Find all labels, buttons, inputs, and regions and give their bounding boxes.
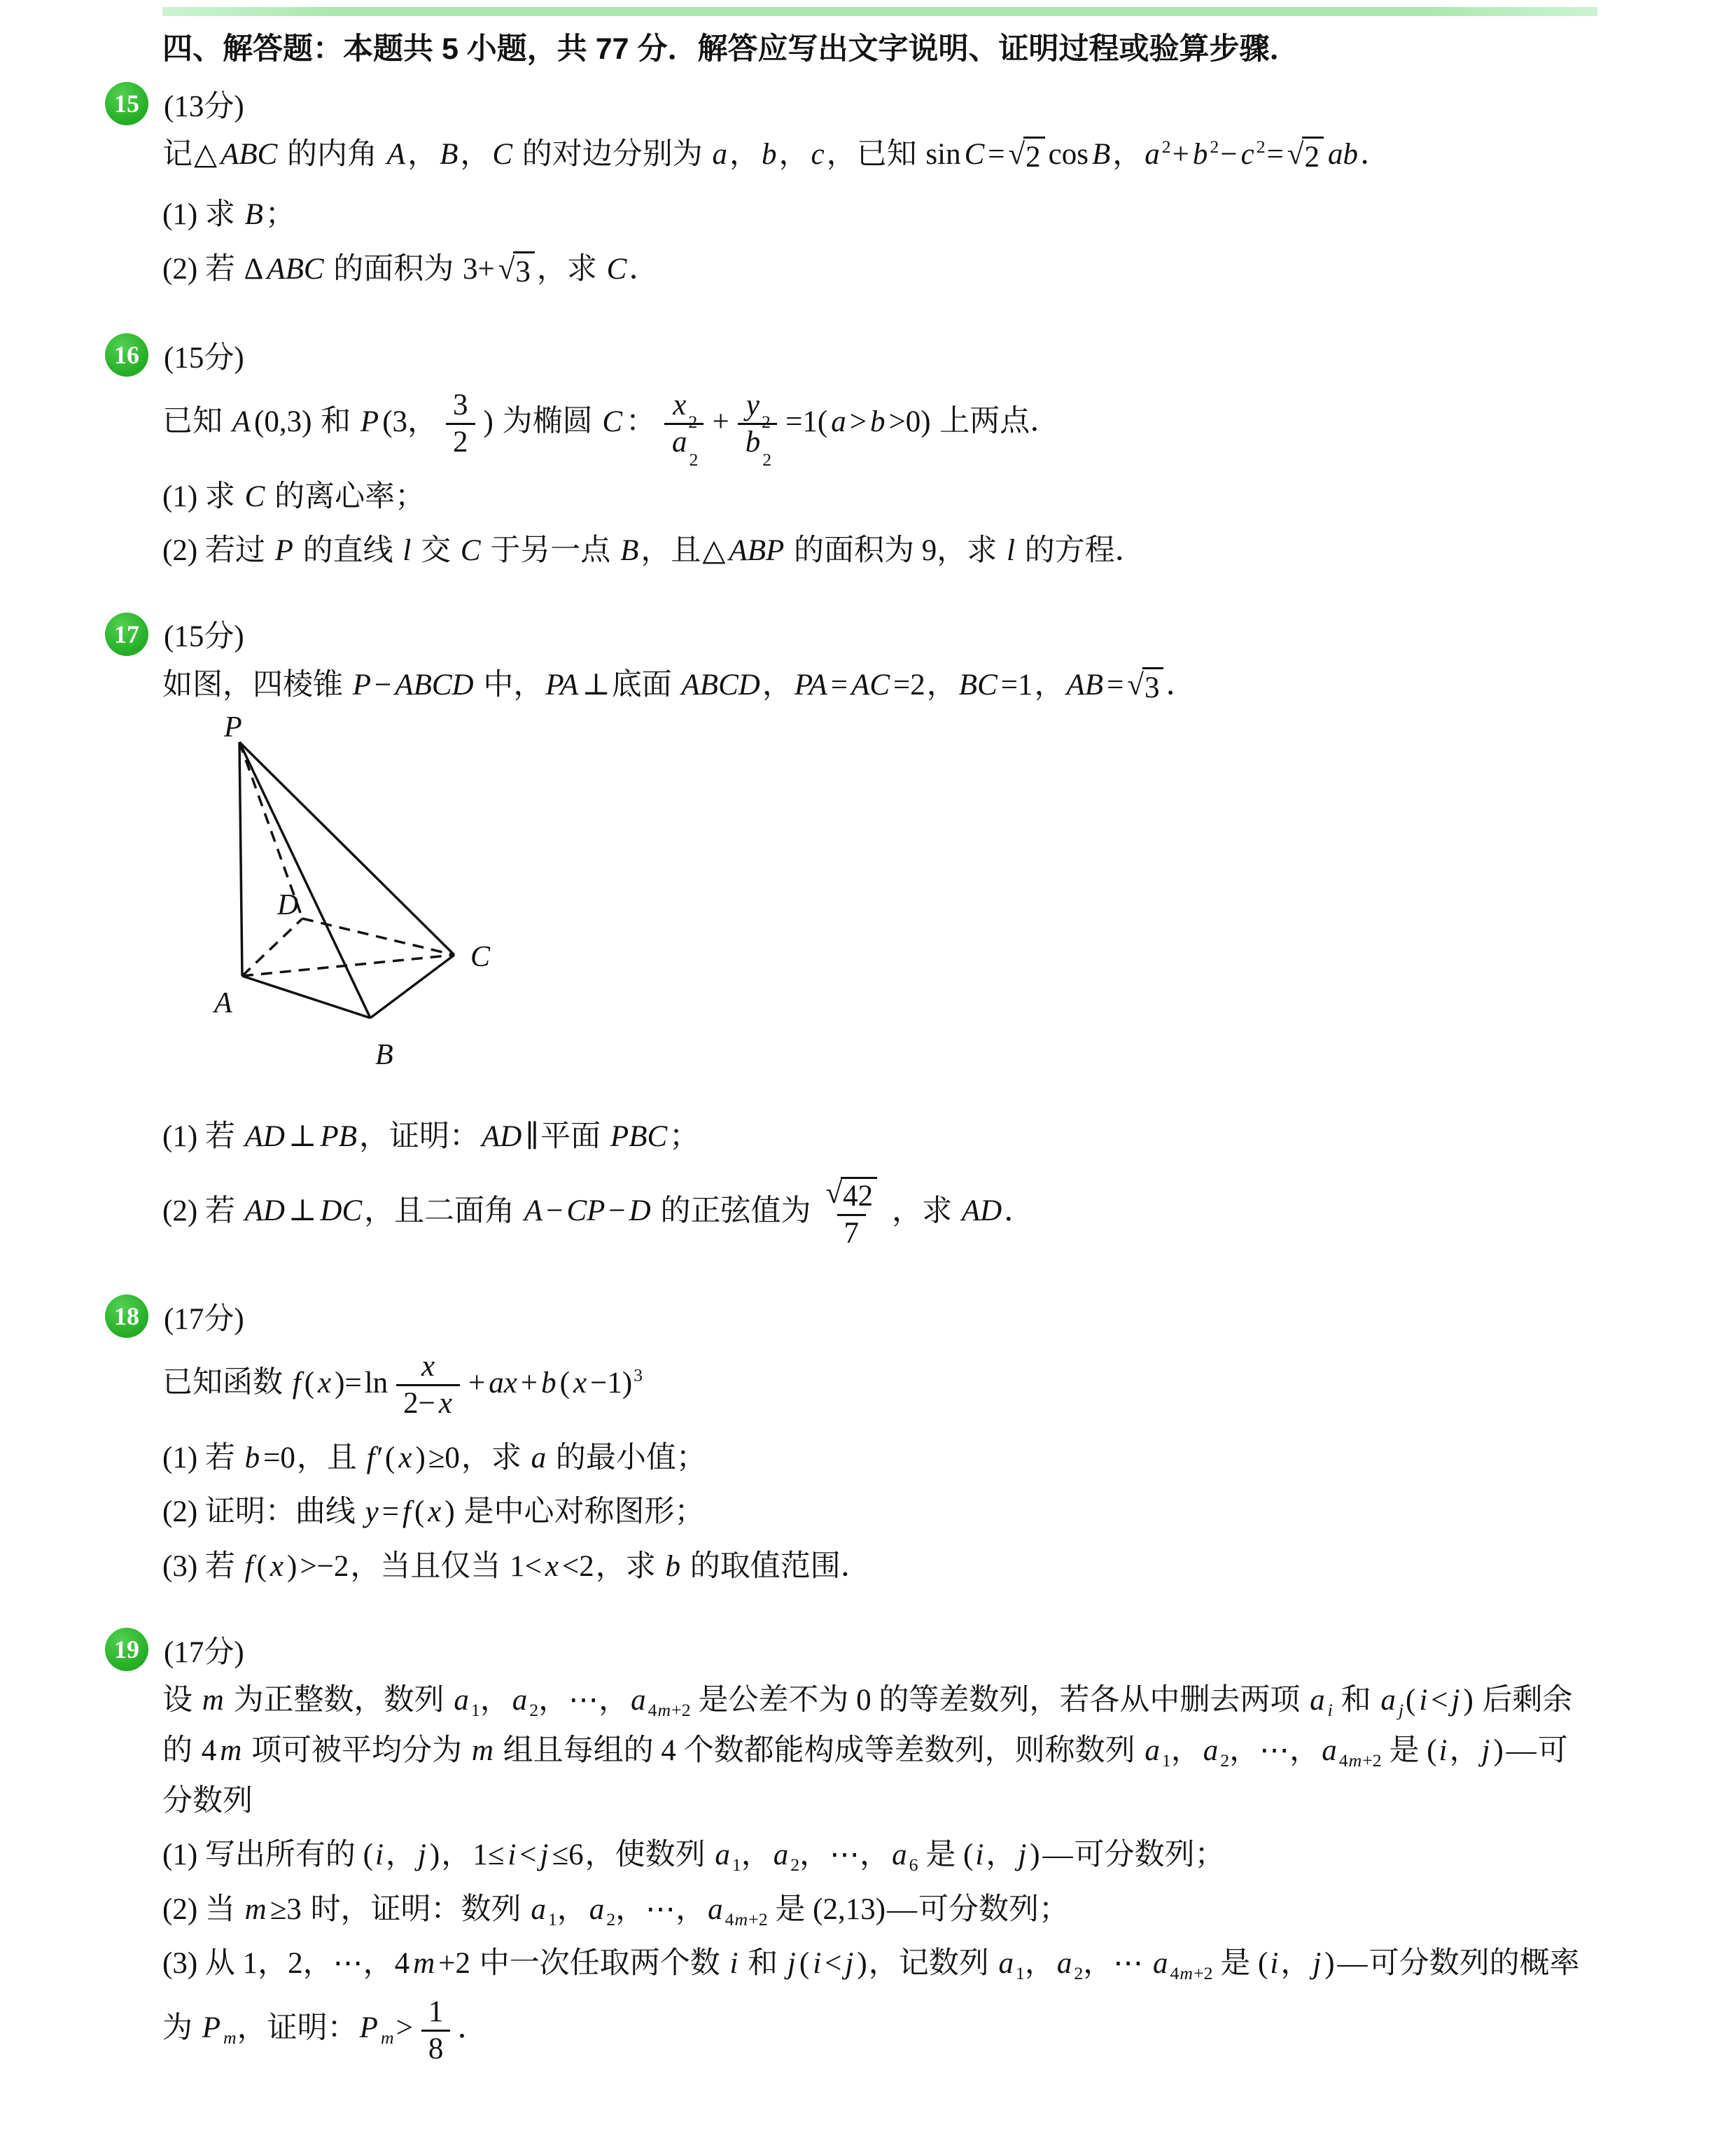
- question-text: 已知 A (0,3) 和 P (3， $\frac{3}{2}$ ) 为椭圆 C ： x 2 a 2 + y 2 b 2 =1( a > b >0) 上两点．: [162, 389, 1060, 470]
- question-number-badge: 15: [105, 82, 148, 125]
- sub-question-2: (2) 若 Δ ABC 的面积为 3+ √ 3 ，求 C．: [162, 251, 1715, 291]
- question-points: (13分): [164, 90, 244, 123]
- question-16: [105, 333, 1715, 569]
- question-text-line-2: 的 4 m 项可被平均分为 m 组且每组的 4 个数都能构成等差数列，则称数列 a $_1$，a $_2$，⋯，a $_{4m+2}$ 是 (i，j )—可: [162, 1733, 1568, 1771]
- question-18-head: [105, 1294, 1715, 1338]
- question-text: 已知函数 f ( x )=ln x 2− x + ax + b ( x −1)$^3$: [162, 1349, 1715, 1421]
- question-15: [105, 82, 1715, 290]
- question-15-body: [162, 137, 1715, 290]
- green-divider-bar: [162, 7, 1597, 16]
- sub-question-1: (1) 求 C 的离心率；: [162, 480, 426, 513]
- question-points: (17分): [164, 1635, 244, 1669]
- sub-question-1: (1) 求 B；: [162, 198, 295, 232]
- question-points: (15分): [164, 341, 244, 375]
- question-15-head: [105, 82, 1715, 125]
- question-19: [105, 1628, 1715, 2067]
- vertex-label-d: D: [277, 889, 299, 922]
- question-text-line-3: 分数列: [162, 1784, 253, 1817]
- question-17-body: [162, 667, 1715, 1252]
- question-points: (15分): [164, 620, 244, 654]
- sub-question-1: (1) 若 b =0，且 f′ ( x )≥0，求 a 的最小值；: [162, 1441, 706, 1474]
- vertex-label-b: B: [375, 1039, 393, 1072]
- question-16-body: [162, 388, 1715, 569]
- question-text: 记△ ABC 的内角 A，B，C 的对边分别为 a，b，c，已知 sin C = √ 2 cos B，a $^2$+ b $^2$− c $^2$= √ 2 ab．: [162, 137, 1715, 176]
- pyramid-figure: [157, 716, 507, 1108]
- question-points: (17分): [164, 1302, 244, 1336]
- question-19-head: [105, 1628, 1715, 1671]
- section-header: 四、解答题：本题共 5 小题，共 77 分．解答应写出文字说明、证明过程或验算步骤．: [162, 32, 1300, 66]
- sub-question-2: (2) 证明：曲线 y = f ( x ) 是中心对称图形；: [162, 1495, 705, 1529]
- sub-question-3: (3) 若 f ( x )>−2，当且仅当 1< x <2，求 b 的取值范围．: [162, 1549, 871, 1583]
- sub-question-1: (1) 若 AD ⊥ PB，证明：AD ∥平面 PBC；: [162, 1120, 700, 1154]
- sub-question-1: (1) 写出所有的 (i，j )，1≤ i < j ≤6，使数列 a $_1$，a $_2$，⋯，a $_6$ 是 (i，j )—可分数列；: [162, 1838, 1225, 1876]
- question-text: 如图，四棱锥 P − ABCD 中，PA ⊥底面 ABCD，PA = AC =2，BC =1，AB = √ 3 ．: [162, 667, 1715, 706]
- vertex-label-p: P: [224, 716, 242, 744]
- question-number-badge: 16: [105, 333, 148, 377]
- sub-question-2: (2) 若 AD ⊥ DC，且二面角 A − CP − D 的正弦值为 √ 42 7 ，求 AD．: [162, 1176, 1715, 1251]
- question-18: [105, 1294, 1715, 1584]
- question-number-badge: 17: [105, 613, 148, 656]
- question-18-body: [162, 1349, 1715, 1584]
- question-16-head: [105, 333, 1715, 377]
- question-number-badge: 18: [105, 1294, 148, 1338]
- dashed-edges: [239, 742, 454, 976]
- sub-question-2: (2) 若过 P 的直线 l 交 C 于另一点 B，且△ ABP 的面积为 9，求 l 的方程．: [162, 534, 1145, 568]
- question-17: [105, 613, 1715, 1252]
- vertex-label-c: C: [470, 941, 491, 974]
- sub-question-2: (2) 当 m ≥3 时，证明：数列 a $_1$，a $_2$，⋯，a $_{4m+2}$ 是 (2,13)—可分数列；: [162, 1892, 1070, 1929]
- question-19-body: [162, 1682, 1715, 2067]
- question-text-line-1: 设 m 为正整数，数列 a $_1$，a $_2$，⋯，a $_{4m+2}$ 是公差不为 0 的等差数列，若各从中删去两项 a $_i$ 和 a $_j$( i < j ) 后剩余: [162, 1684, 1573, 1721]
- sub-question-3-line-2: 为 P $_m$，证明：P $_m$> $\frac{1}{8}$ ．: [162, 1995, 1715, 2067]
- question-number-badge: 19: [105, 1628, 148, 1671]
- solid-edges: [239, 742, 454, 1018]
- vertex-label-a: A: [214, 987, 232, 1020]
- sub-question-3-line-1: (3) 从 1，2，⋯，4 m +2 中一次任取两个数 i 和 j ( i < j )，记数列 a $_1$，a $_2$，⋯ a $_{4m+2}$ 是 (i，j )—可分数列的概率: [162, 1947, 1580, 1984]
- question-17-head: [105, 613, 1715, 656]
